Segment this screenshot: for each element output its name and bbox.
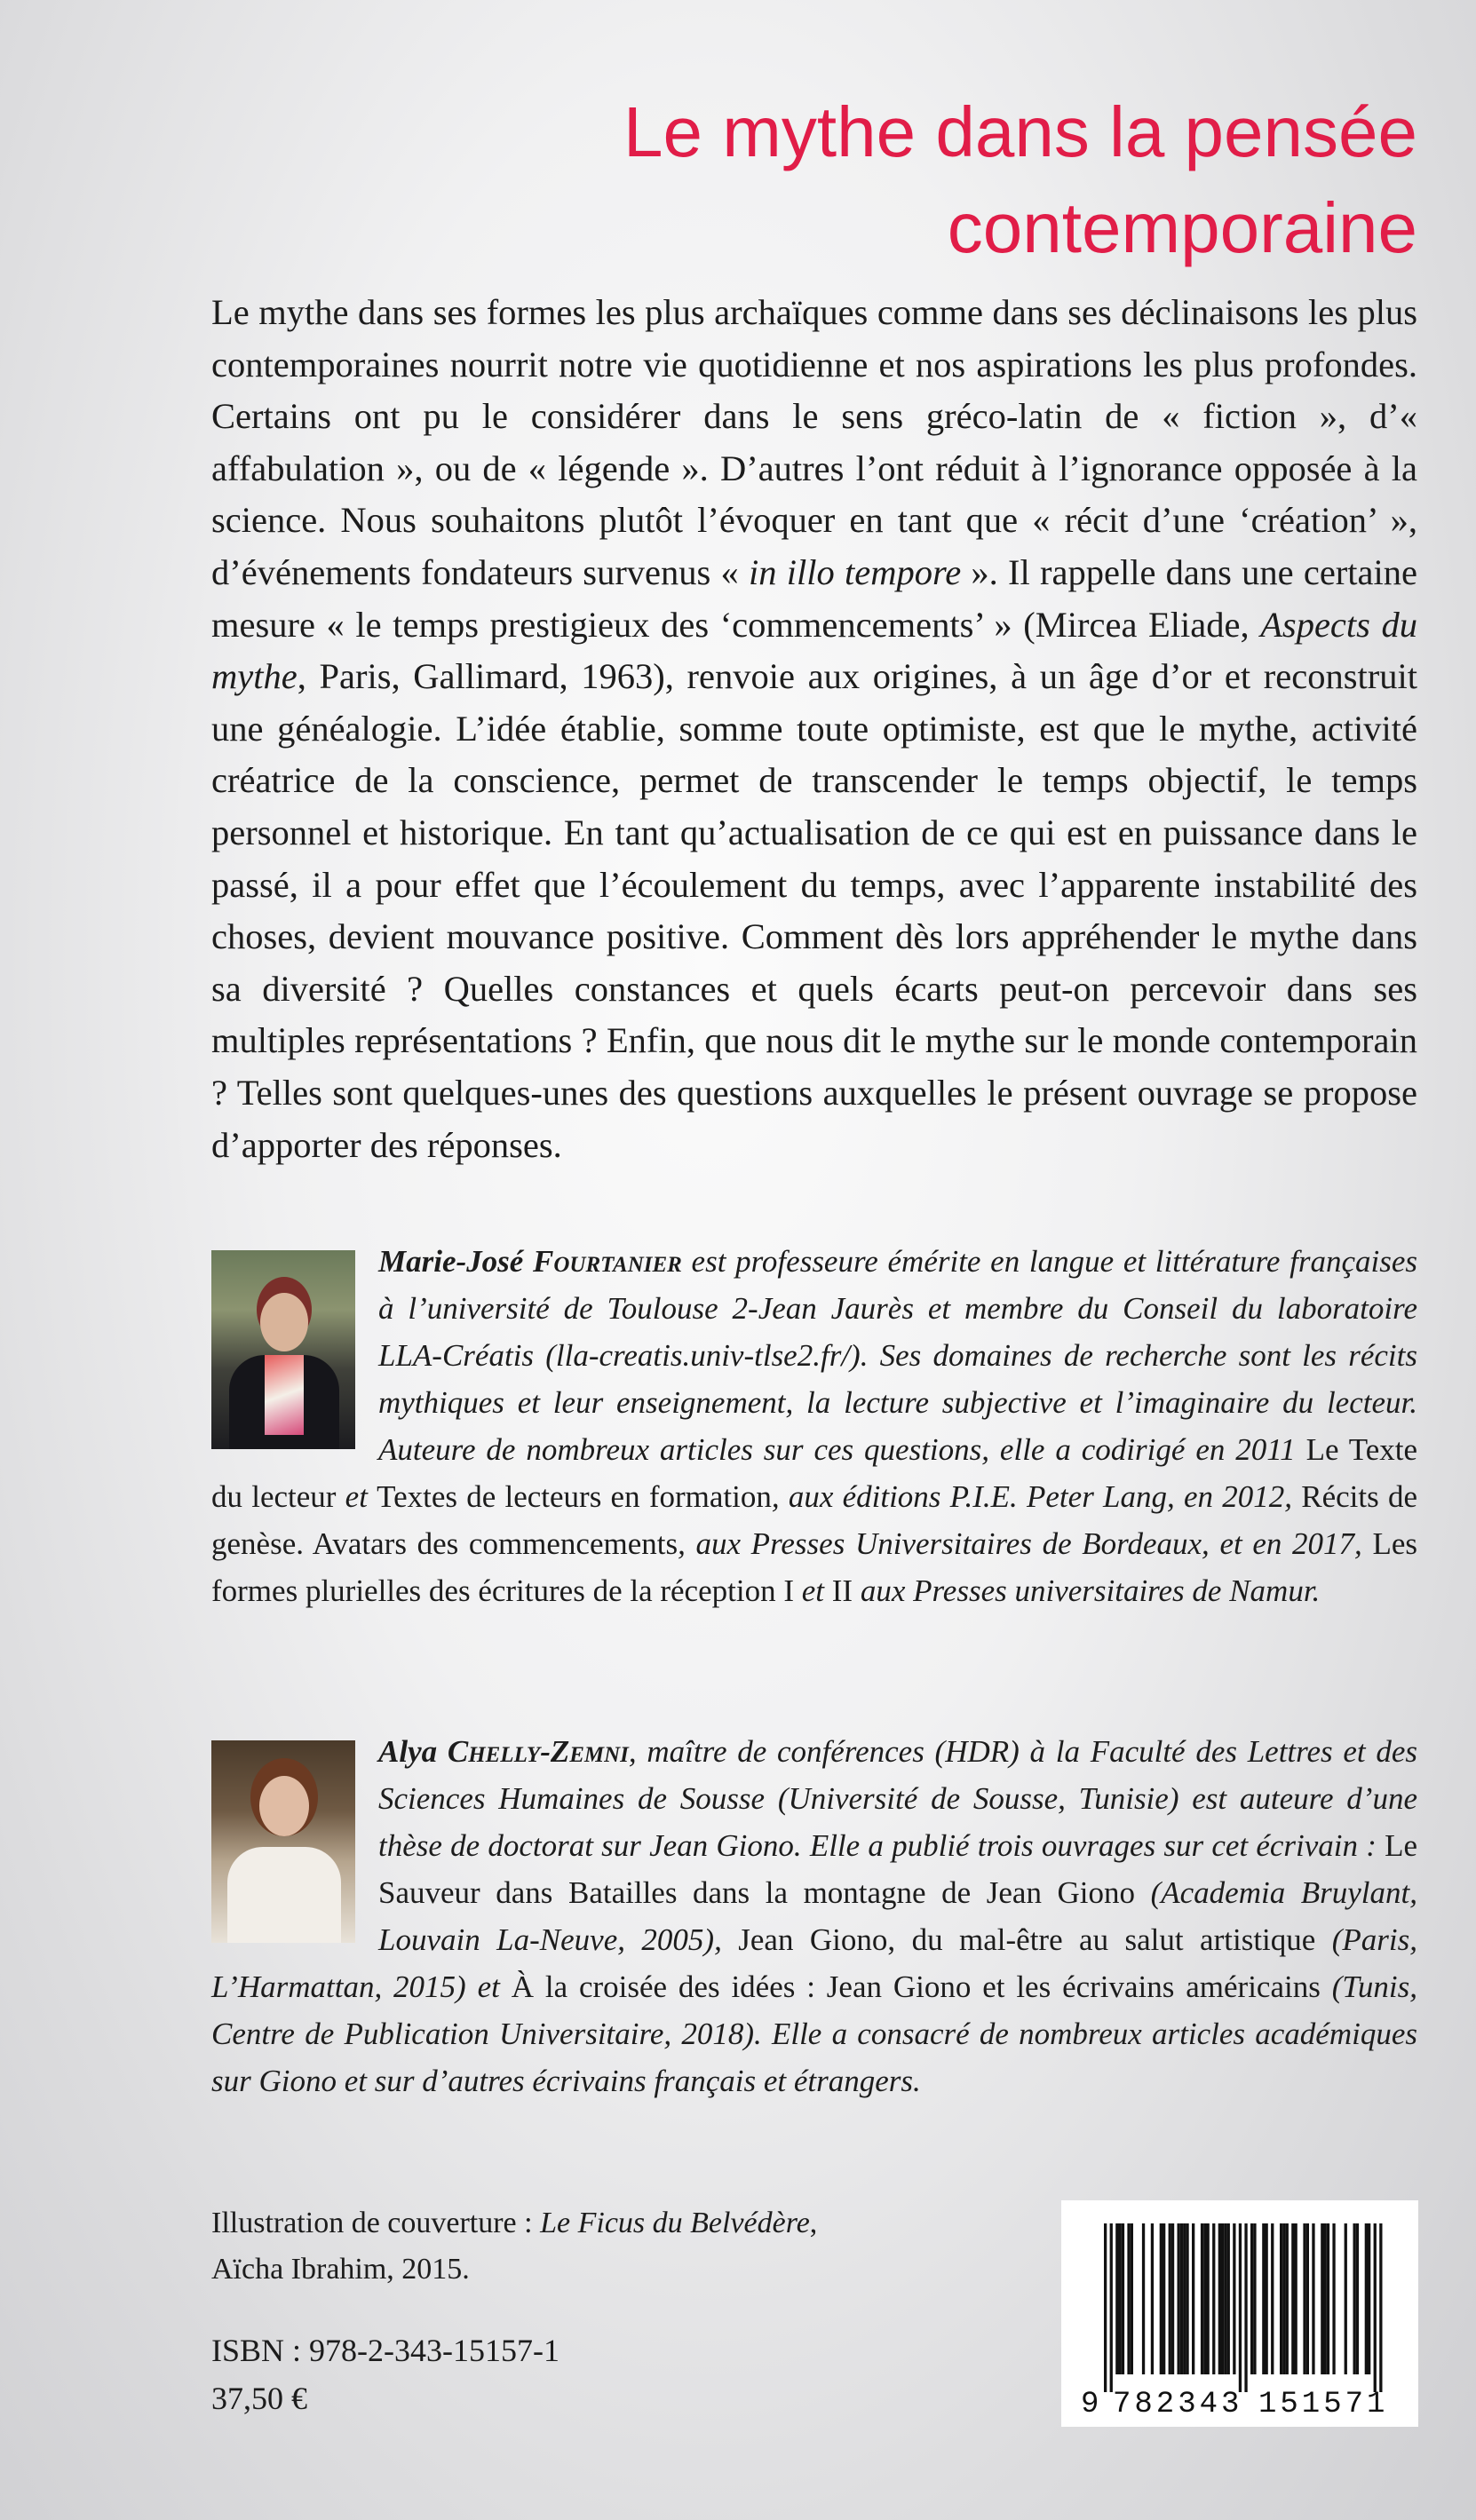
barcode-bar bbox=[1201, 2223, 1203, 2374]
bio1-text: est professeure émérite en langue et littérature françaises à l’université de Toulouse 2-Jean Jaurès et membre du Conseil du laboratoire LLA-Créatis (lla-creatis.univ-tlse2.fr/). Ses domaines de recherche sont les récits mythiques et leur enseignement, la lecture subjective et l’imaginaire du lecteur. Auteure de nombreux articles sur ces questions, elle a codirigé en 2011 bbox=[378, 1244, 1418, 1467]
barcode-bar bbox=[1171, 2223, 1174, 2374]
barcode-bar bbox=[1131, 2223, 1133, 2374]
summary-paragraph bbox=[211, 287, 1417, 1171]
barcode-bar bbox=[1110, 2223, 1113, 2392]
barcode-bar bbox=[1203, 2223, 1206, 2374]
barcode-graphic bbox=[1061, 2200, 1418, 2427]
barcode-bar bbox=[1160, 2223, 1163, 2374]
author-bio-fourtanier bbox=[211, 1238, 1417, 1614]
barcode-bar bbox=[1374, 2223, 1377, 2392]
bio1-text: , aux Presses Universitaires de Bordeaux, et en 2017, bbox=[678, 1526, 1373, 1561]
barcode-bar bbox=[1186, 2223, 1188, 2374]
bio2-text: (Paris, L’Harmattan, 2015) et bbox=[211, 1922, 1417, 2004]
barcode-bar bbox=[1212, 2223, 1215, 2374]
barcode-bar bbox=[1218, 2223, 1221, 2374]
barcode-bar bbox=[1280, 2223, 1282, 2374]
author-bio-chelly-zemni bbox=[211, 1728, 1417, 2104]
barcode-bar bbox=[1356, 2223, 1359, 2374]
bio1-work-title: II bbox=[831, 1573, 853, 1608]
barcode-bar bbox=[1365, 2223, 1368, 2374]
barcode-bar bbox=[1253, 2223, 1256, 2374]
barcode-bar bbox=[1122, 2223, 1124, 2374]
barcode-bar bbox=[1291, 2223, 1294, 2374]
summary-text-1: Le mythe dans ses formes les plus archaïques comme dans ses déclinaisons les plus contemporaines nourrit notre vie quotidienne et nos aspirations les plus profondes. Certains ont pu le considérer dans le sens gréco-latin de « fiction », d’« affabulation », ou de « légende ». D’autres l’ont réduit à l’ignorance opposée à la science. Nous souhaitons plutôt l’évoquer en tant que « récit d’une ‘création’ », d’événements fondateurs survenus « bbox=[211, 292, 1417, 592]
barcode-bar bbox=[1227, 2223, 1230, 2374]
barcode-bar bbox=[1115, 2223, 1118, 2374]
barcode-bar bbox=[1271, 2223, 1274, 2374]
barcode-left-group: 782343 bbox=[1113, 2388, 1243, 2421]
author-name-fourtanier: Marie-José Fourtanier bbox=[378, 1244, 682, 1279]
title-line-2: contemporaine bbox=[947, 188, 1417, 267]
cover-credit bbox=[211, 2200, 1011, 2293]
barcode-bar bbox=[1192, 2223, 1194, 2374]
summary-text-2: ». Il rappelle dans une certaine mesure « le temps prestigieux des ‘commencements’ » (Mircea Eliade, bbox=[211, 551, 1417, 645]
barcode-bar bbox=[1244, 2223, 1247, 2392]
barcode-bar bbox=[1221, 2223, 1224, 2374]
barcode-bar bbox=[1163, 2223, 1165, 2374]
credit-work: Le Ficus du Belvédère bbox=[540, 2207, 810, 2239]
author-name-chelly-zemni: Alya Chelly-Zemni bbox=[378, 1734, 629, 1769]
bio1-work-title: Récits de genèse. Avatars des commencements bbox=[211, 1479, 1417, 1561]
isbn-block bbox=[211, 2326, 833, 2422]
barcode-bar bbox=[1250, 2223, 1253, 2374]
barcode-bar bbox=[1368, 2223, 1370, 2374]
bio1-text: et bbox=[336, 1479, 377, 1514]
barcode-bar bbox=[1286, 2223, 1289, 2374]
barcode-bar bbox=[1345, 2223, 1347, 2374]
book-title bbox=[263, 84, 1417, 276]
bio1-text: aux Presses universitaires de Namur. bbox=[853, 1573, 1321, 1608]
barcode-bar bbox=[1332, 2223, 1335, 2374]
bio1-work-title: Textes de lecteurs en formation bbox=[377, 1479, 772, 1514]
bio1-text: , aux éditions P.I.E. Peter Lang, en 2012, bbox=[771, 1479, 1302, 1514]
barcode-bar bbox=[1262, 2223, 1265, 2374]
barcode bbox=[1061, 2200, 1418, 2427]
author-photo-fourtanier bbox=[211, 1250, 355, 1449]
barcode-bar bbox=[1239, 2223, 1242, 2392]
bio2-work-title: Jean Giono, du mal-être au salut artistique bbox=[738, 1922, 1316, 1957]
barcode-bar bbox=[1104, 2223, 1107, 2392]
price: 37,50 € bbox=[211, 2381, 307, 2416]
isbn-number: ISBN : 978-2-343-15157-1 bbox=[211, 2333, 559, 2368]
barcode-bar bbox=[1180, 2223, 1183, 2374]
bio2-text: (Tunis, Centre de Publication Universitaire, 2018). Elle a consacré de nombreux articles académiques sur Giono et sur d’autres écrivains français et étrangers. bbox=[211, 1969, 1417, 2098]
barcode-bar bbox=[1379, 2223, 1382, 2392]
summary-italic-2: Aspects du mythe bbox=[211, 604, 1417, 697]
barcode-bar bbox=[1312, 2223, 1314, 2374]
barcode-bar bbox=[1266, 2223, 1268, 2374]
barcode-bar bbox=[1224, 2223, 1226, 2374]
bio2-text: , maître de conférences (HDR) à la Faculté des Lettres et des Sciences Humaines de Sousse (Université de Sousse, Tunisie) est auteure d’une thèse de doctorat sur Jean Giono. Elle a publié trois ouvrages sur cet écrivain : bbox=[378, 1734, 1418, 1863]
bio1-work-title: Le Texte du lecteur bbox=[211, 1432, 1417, 1514]
barcode-bar bbox=[1207, 2223, 1210, 2374]
bio2-work-title: À la croisée des idées : Jean Giono et les écrivains américains bbox=[511, 1969, 1321, 2004]
barcode-bar bbox=[1306, 2223, 1309, 2374]
barcode-bar bbox=[1142, 2223, 1145, 2374]
barcode-bar bbox=[1303, 2223, 1305, 2374]
barcode-first-digit: 9 bbox=[1081, 2388, 1099, 2421]
barcode-bar bbox=[1295, 2223, 1297, 2374]
barcode-bar bbox=[1178, 2223, 1180, 2374]
barcode-bar bbox=[1321, 2223, 1323, 2374]
barcode-bar bbox=[1127, 2223, 1130, 2374]
bio2-work-title: Le Sauveur dans Batailles dans la montagne de Jean Giono bbox=[378, 1828, 1417, 1910]
barcode-right-group: 151571 bbox=[1258, 2388, 1389, 2421]
credit-label: Illustration de couverture : bbox=[211, 2207, 541, 2239]
summary-italic-1: in illo tempore bbox=[749, 551, 962, 592]
author-photo-chelly-zemni bbox=[211, 1740, 355, 1943]
barcode-bar bbox=[1169, 2223, 1171, 2374]
credit-separator: , bbox=[809, 2207, 818, 2239]
barcode-bar bbox=[1233, 2223, 1235, 2374]
barcode-bar bbox=[1183, 2223, 1186, 2374]
credit-artist: Aïcha Ibrahim, 2015. bbox=[211, 2253, 470, 2286]
bio1-work-title: Les formes plurielles des écritures de la réception I bbox=[211, 1526, 1417, 1608]
summary-text-3: , Paris, Gallimard, 1963), renvoie aux origines, à un âge d’or et reconstruit une généalogie. L’idée établie, somme toute optimiste, est que le mythe, activité créatrice de la conscience, permet de transcender le temps objectif, le temps personnel et historique. En tant qu’actualisation de ce qui est en puissance dans le passé, il a pour effet que l’écoulement du temps, avec l’apparente instabilité des choses, devient mouvance positive. Comment dès lors appréhender le mythe dans sa diversité ? Quelles constances et quels écarts peut-on percevoir dans ses multiples représentations ? Enfin, que nous dit le mythe sur le monde contemporain ? Telles sont quelques-unes des questions auxquelles le présent ouvrage se propose d’apporter des réponses. bbox=[211, 656, 1417, 1165]
barcode-bar bbox=[1119, 2223, 1122, 2374]
barcode-bar bbox=[1353, 2223, 1356, 2374]
bio1-text: et bbox=[793, 1573, 832, 1608]
barcode-bar bbox=[1282, 2223, 1285, 2374]
title-line-1: Le mythe dans la pensée bbox=[623, 92, 1417, 171]
bio2-text: (Academia Bruylant, Louvain La-Neuve, 2005), bbox=[378, 1875, 1418, 1957]
barcode-bar bbox=[1324, 2223, 1327, 2374]
barcode-bar bbox=[1327, 2223, 1329, 2374]
barcode-bar bbox=[1151, 2223, 1154, 2374]
